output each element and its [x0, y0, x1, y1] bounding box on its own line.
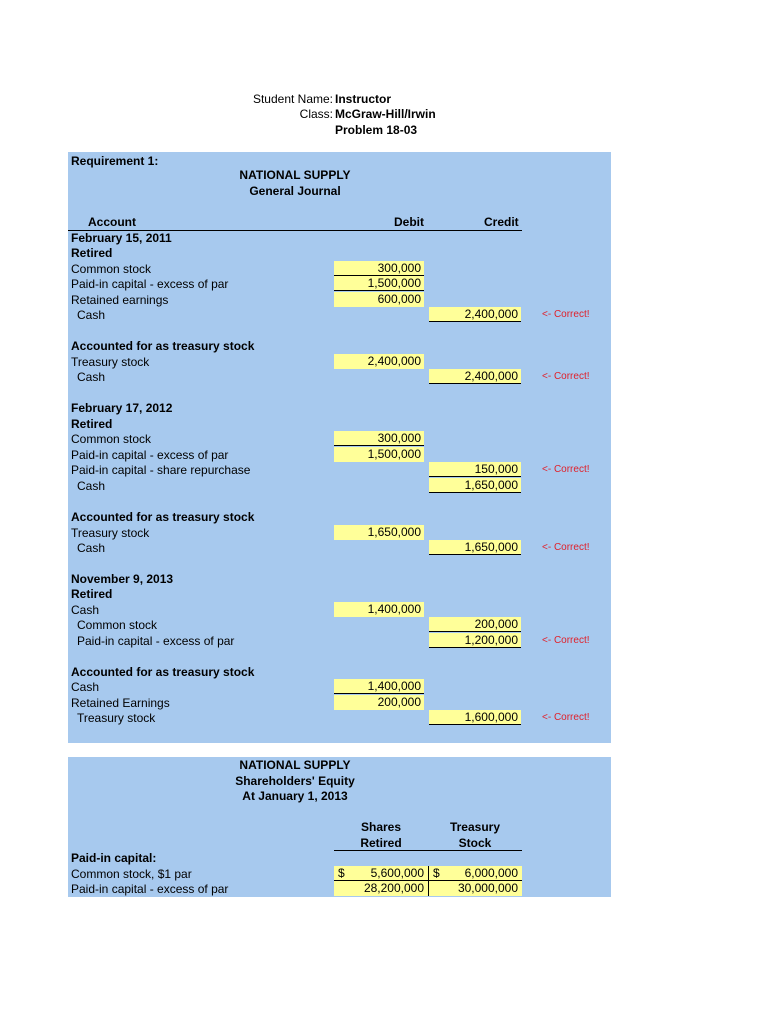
equity-row-label: Common stock, $1 par: [71, 867, 192, 881]
debit-cell[interactable]: 2,400,000: [334, 354, 424, 369]
entry-date: February 17, 2012: [71, 401, 173, 415]
debit-cell[interactable]: 1,500,000: [334, 447, 424, 462]
correct-indicator: <- Correct!: [542, 309, 590, 320]
requirement-label: Requirement 1:: [71, 154, 159, 168]
account-name: Retained Earnings: [71, 696, 170, 710]
entry-retired-label: Retired: [71, 417, 113, 431]
account-name: Cash: [77, 541, 106, 555]
account-name: Cash: [77, 479, 106, 493]
correct-indicator: <- Correct!: [542, 542, 590, 553]
cell-value: 28,200,000: [363, 881, 424, 895]
column-debit: Debit: [394, 215, 424, 229]
column-shares-retired-line2: Retired: [360, 836, 402, 850]
debit-cell[interactable]: 300,000: [334, 431, 424, 446]
correct-indicator: <- Correct!: [542, 464, 590, 475]
account-name: Cash: [77, 370, 106, 384]
paid-in-capital-heading: Paid-in capital:: [71, 851, 157, 865]
entry-date: November 9, 2013: [71, 572, 174, 586]
student-name-value: Instructor: [335, 92, 392, 106]
account-name: Common stock: [71, 262, 152, 276]
student-name-label: Student Name:: [252, 92, 333, 106]
column-treasury-stock-line1: Treasury: [449, 820, 501, 834]
shares-retired-cell[interactable]: [334, 866, 428, 881]
cell-value: 5,600,000: [370, 866, 424, 880]
column-treasury-stock-line2: Stock: [458, 836, 492, 850]
class-label: Class:: [299, 107, 333, 121]
treasury-stock-heading: Accounted for as treasury stock: [71, 510, 255, 524]
cell-value: 30,000,000: [457, 881, 518, 895]
shares-retired-cell[interactable]: [334, 881, 428, 896]
problem-number: Problem 18-03: [335, 123, 418, 137]
debit-cell[interactable]: 300,000: [334, 261, 424, 276]
account-name: Treasury stock: [77, 711, 156, 725]
journal-title: General Journal: [249, 184, 341, 198]
correct-indicator: <- Correct!: [542, 712, 590, 723]
account-name: Paid-in capital - excess of par: [71, 277, 229, 291]
debit-cell[interactable]: 1,500,000: [334, 276, 424, 291]
account-name: Retained earnings: [71, 293, 169, 307]
account-name: Common stock: [77, 618, 158, 632]
equity-company-name: NATIONAL SUPPLY: [239, 758, 351, 772]
equity-date: At January 1, 2013: [242, 789, 348, 803]
credit-cell[interactable]: 150,000: [429, 462, 521, 477]
account-name: Cash: [71, 680, 100, 694]
credit-cell[interactable]: 1,650,000: [429, 540, 521, 555]
account-name: Paid-in capital - excess of par: [77, 634, 235, 648]
column-account: Account: [88, 215, 136, 229]
student-name-row: [0, 91, 768, 107]
account-name: Paid-in capital - share repurchase: [71, 463, 251, 477]
equity-title: Shareholders' Equity: [235, 774, 355, 788]
account-name: Treasury stock: [71, 526, 150, 540]
account-name: Cash: [77, 308, 106, 322]
currency-symbol: $: [338, 866, 345, 880]
column-credit: Credit: [484, 215, 519, 229]
entry-date: February 15, 2011: [71, 231, 172, 245]
debit-cell[interactable]: 600,000: [334, 292, 424, 307]
debit-cell[interactable]: 1,400,000: [334, 602, 424, 617]
credit-cell[interactable]: 1,600,000: [429, 710, 521, 725]
correct-indicator: <- Correct!: [542, 635, 590, 646]
account-name: Paid-in capital - excess of par: [71, 448, 229, 462]
debit-cell[interactable]: 1,650,000: [334, 525, 424, 540]
shareholders-equity-panel: [68, 757, 611, 897]
treasury-stock-heading: Accounted for as treasury stock: [71, 339, 255, 353]
problem-row: [0, 122, 768, 138]
entry-retired-label: Retired: [71, 246, 113, 260]
class-value: McGraw-Hill/Irwin: [335, 107, 436, 121]
debit-cell[interactable]: 200,000: [334, 695, 424, 710]
equity-row-label: Paid-in capital - excess of par: [71, 882, 229, 896]
credit-cell[interactable]: 2,400,000: [429, 369, 521, 384]
column-shares-retired-line1: Shares: [360, 820, 402, 834]
treasury-stock-heading: Accounted for as treasury stock: [71, 665, 255, 679]
currency-symbol: $: [433, 866, 440, 880]
treasury-stock-cell[interactable]: [428, 866, 522, 881]
account-name: Cash: [71, 603, 100, 617]
credit-cell[interactable]: 1,650,000: [429, 478, 521, 493]
entry-retired-label: Retired: [71, 587, 113, 601]
general-journal-panel: [68, 152, 611, 743]
treasury-stock-cell[interactable]: [428, 881, 522, 896]
debit-cell[interactable]: 1,400,000: [334, 679, 424, 694]
equity-header-divider: [334, 850, 522, 851]
cell-value: 6,000,000: [464, 866, 518, 880]
company-name: NATIONAL SUPPLY: [239, 168, 351, 182]
credit-cell[interactable]: 200,000: [429, 617, 521, 632]
credit-cell[interactable]: 2,400,000: [429, 307, 521, 322]
correct-indicator: <- Correct!: [542, 371, 590, 382]
account-name: Treasury stock: [71, 355, 150, 369]
class-row: [0, 106, 768, 122]
account-name: Common stock: [71, 432, 152, 446]
credit-cell[interactable]: 1,200,000: [429, 633, 521, 648]
